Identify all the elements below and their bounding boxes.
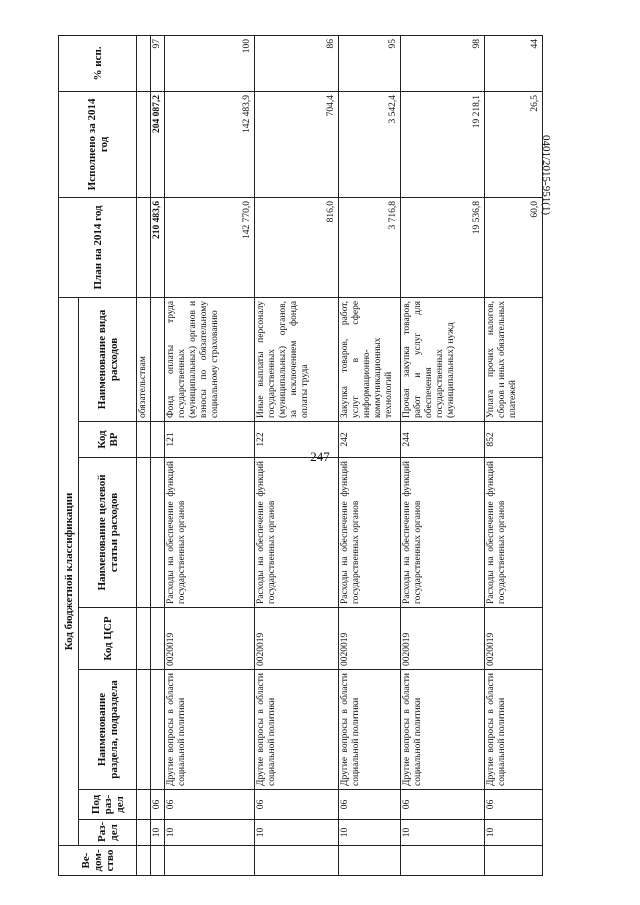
table-row-continuation	[137, 35, 151, 875]
header-razdel: Раз-дел	[79, 820, 137, 846]
row-pct: 95	[339, 35, 401, 91]
header-plan: План на 2014 год	[59, 197, 137, 297]
summary-pct: 97	[151, 35, 165, 91]
row-fact: 19 218,1	[401, 91, 485, 197]
row-csr: 0020019	[339, 608, 401, 670]
page-number: 247	[310, 449, 330, 464]
row-csr-name: Расходы на обеспечение функций государственных органов	[401, 458, 485, 608]
table-row	[165, 35, 255, 875]
row-razdel-name: Другие вопросы в области социальной политики	[255, 670, 339, 790]
table-row	[485, 35, 543, 875]
row-vr-name: Фонд оплаты труда государственных (муниципальных) органов и взносы по обязательному социальному страхованию	[165, 297, 255, 421]
row-fact: 3 542,4	[339, 91, 401, 197]
row-razdel-name: Другие вопросы в области социальной политики	[165, 670, 255, 790]
header-vr: Код ВР	[79, 422, 137, 458]
row-fact: 142 483,9	[165, 91, 255, 197]
row-csr-name: Расходы на обеспечение функций государственных органов	[165, 458, 255, 608]
row-razdel: 10	[255, 820, 339, 846]
row-vr: 852	[485, 422, 543, 458]
row-pct: 86	[255, 35, 339, 91]
header-podrazdel: Под раз-дел	[79, 790, 137, 820]
row-fact: 704,4	[255, 91, 339, 197]
row-vr: 244	[401, 422, 485, 458]
row-plan: 60,0	[485, 197, 543, 297]
summary-podrazdel: 06	[151, 790, 165, 820]
row-vr: 242	[339, 422, 401, 458]
header-group-title: Код бюджетной классификации	[59, 297, 79, 845]
row-plan: 142 770,0	[165, 197, 255, 297]
row-vr-name: Иные выплаты персоналу государственных (муниципальных) органов, за исключением фонда оплаты труда	[255, 297, 339, 421]
row-podrazdel: 06	[339, 790, 401, 820]
header-razdel-name: Наименование раздела, подраздела	[79, 670, 137, 790]
table-row-summary	[151, 35, 165, 875]
row-plan: 3 716,8	[339, 197, 401, 297]
row-vr-name: Прочая закупка товаров, работ и услуг для обеспечения государственных (муниципальных) нужд	[401, 297, 485, 421]
row-podrazdel: 06	[165, 790, 255, 820]
row-podrazdel: 06	[485, 790, 543, 820]
row-csr: 0020019	[165, 608, 255, 670]
table-row	[255, 35, 339, 875]
row-csr-name: Расходы на обеспечение функций государственных органов	[255, 458, 339, 608]
row-csr-name: Расходы на обеспечение функций государственных органов	[339, 458, 401, 608]
row-pct: 44	[485, 35, 543, 91]
row-razdel: 10	[401, 820, 485, 846]
row-podrazdel: 06	[401, 790, 485, 820]
budget-table	[58, 35, 543, 876]
row-vr-name: Уплата прочих налогов, сборов и иных обязательных платежей	[485, 297, 543, 421]
row-plan: 816,0	[255, 197, 339, 297]
header-pct: % исп.	[59, 35, 137, 91]
table-row	[401, 35, 485, 875]
summary-fact: 204 087,2	[151, 91, 165, 197]
document-code: 0401/2015-951(1)	[540, 135, 552, 216]
table-row	[339, 35, 401, 875]
row-razdel: 10	[485, 820, 543, 846]
continuation-vr-name: обязательствам	[137, 297, 151, 421]
row-csr: 0020019	[255, 608, 339, 670]
summary-plan: 210 483,6	[151, 197, 165, 297]
row-vr: 122	[255, 422, 339, 458]
row-plan: 19 536,8	[401, 197, 485, 297]
row-csr-name: Расходы на обеспечение функций государственных органов	[485, 458, 543, 608]
row-pct: 98	[401, 35, 485, 91]
header-ved: Ве-дом-ство	[59, 846, 137, 876]
header-csr-name: Наименование целевой статьи расходов	[79, 458, 137, 608]
row-csr: 0020019	[485, 608, 543, 670]
budget-table-rotated	[58, 36, 540, 876]
row-vr-name: Закупка товаров, работ, услуг в сфере информационно-коммуникационных технологий	[339, 297, 401, 421]
row-vr: 121	[165, 422, 255, 458]
row-pct: 100	[165, 35, 255, 91]
header-fact: Исполнено за 2014 год	[59, 91, 137, 197]
row-razdel: 10	[339, 820, 401, 846]
row-fact: 26,5	[485, 91, 543, 197]
header-csr: Код ЦСР	[79, 608, 137, 670]
row-razdel-name: Другие вопросы в области социальной политики	[339, 670, 401, 790]
header-vr-name: Наименование вида расходов	[79, 297, 137, 421]
summary-razdel: 10	[151, 820, 165, 846]
row-razdel: 10	[165, 820, 255, 846]
row-razdel-name: Другие вопросы в области социальной политики	[401, 670, 485, 790]
row-podrazdel: 06	[255, 790, 339, 820]
row-razdel-name: Другие вопросы в области социальной политики	[485, 670, 543, 790]
row-csr: 0020019	[401, 608, 485, 670]
